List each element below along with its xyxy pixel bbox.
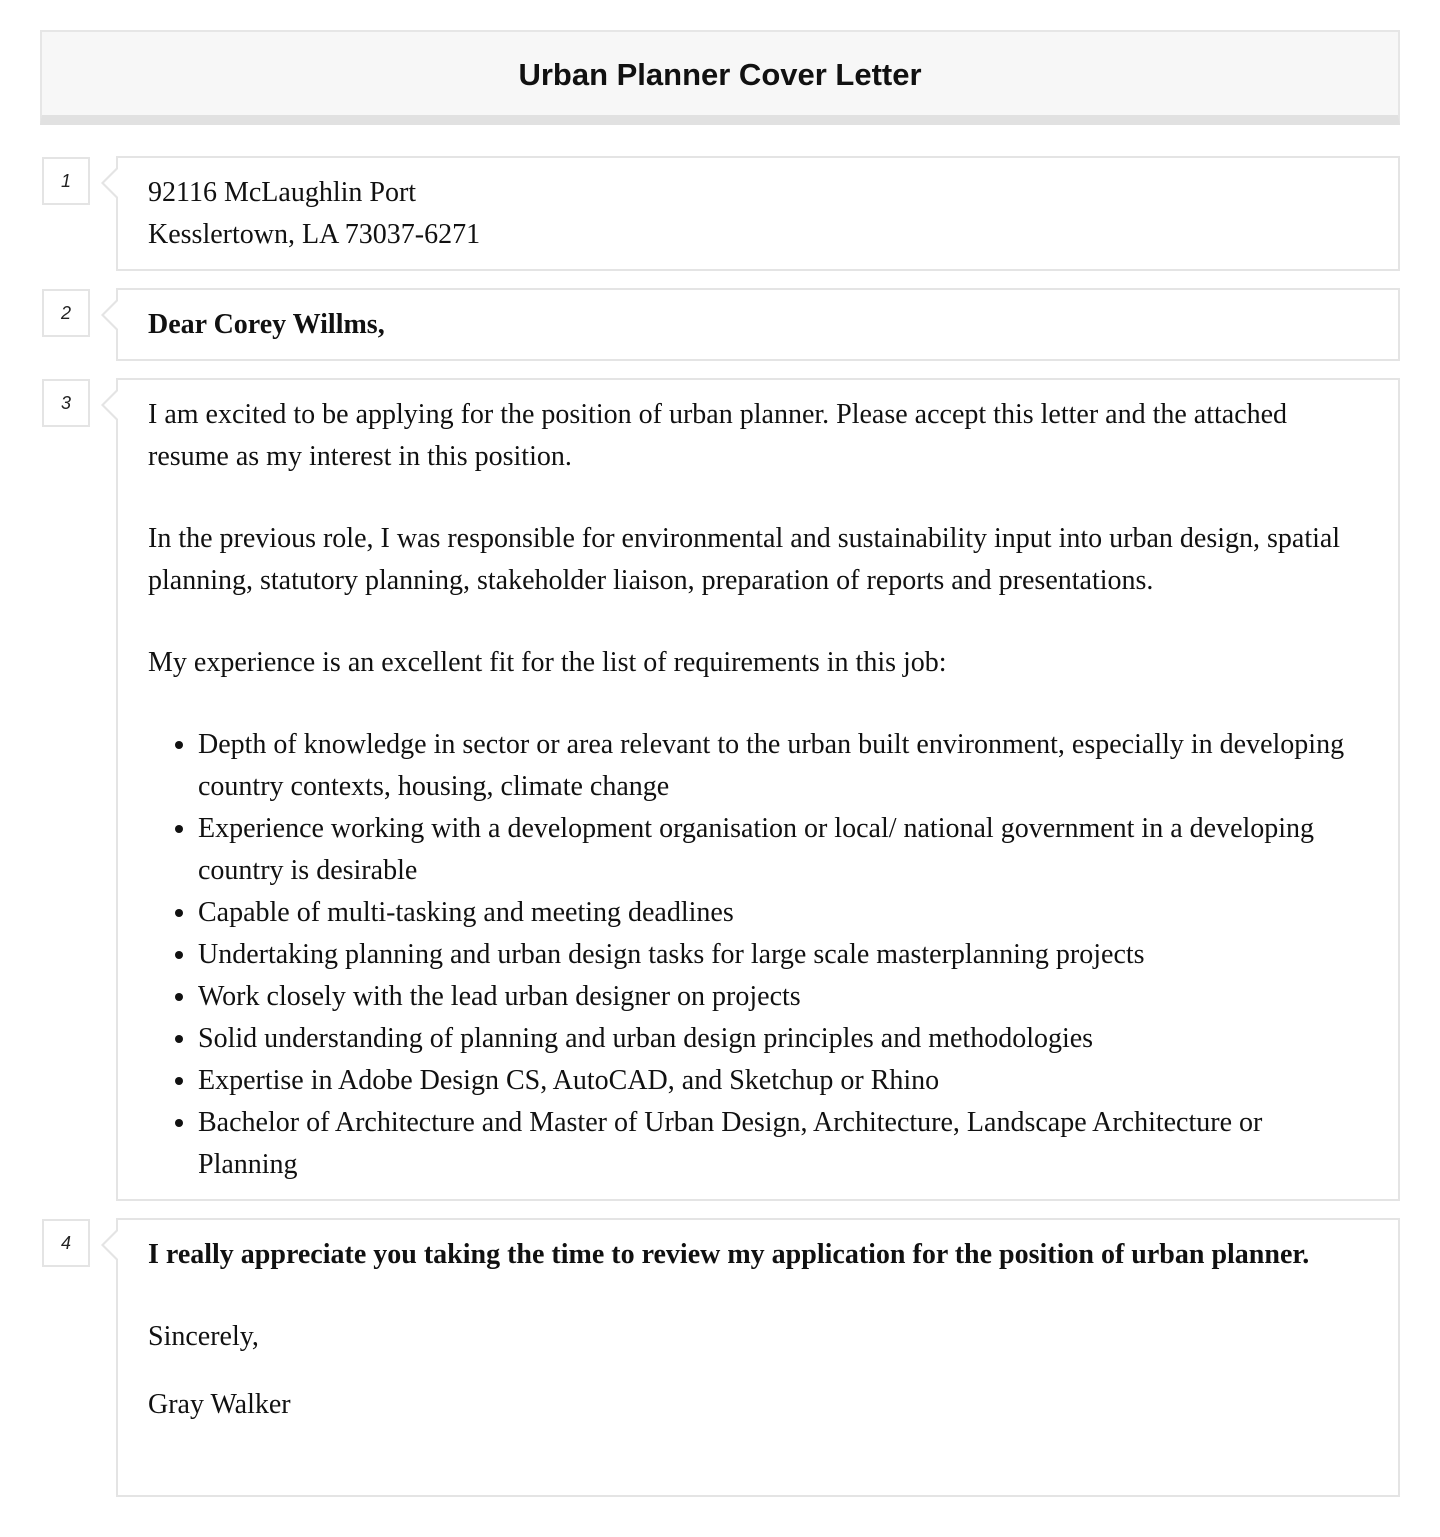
list-item: • Capable of multi-tasking and meeting deadlines	[198, 892, 1368, 934]
list-item: • Depth of knowledge in sector or area relevant to the urban built environment, especially in developing country contexts, housing, climate change	[198, 724, 1368, 808]
closing-card	[116, 1218, 1400, 1497]
section-number: 2	[42, 289, 90, 337]
section-number: 3	[42, 379, 90, 427]
section-number: 4	[42, 1219, 90, 1267]
signoff: Sincerely,	[148, 1321, 259, 1352]
list-item: • Experience working with a development organisation or local/ national government in a developing country is desirable	[198, 808, 1368, 892]
salutation: Dear Corey Willms,	[148, 309, 385, 340]
closing-paragraph: I really appreciate you taking the time to review my application for the position of urban planner.	[148, 1239, 1310, 1270]
list-item: • Bachelor of Architecture and Master of Urban Design, Architecture, Landscape Architecture or Planning	[198, 1102, 1368, 1186]
previous-role-paragraph: In the previous role, I was responsible for environmental and sustainability input into urban design, spatial planning, statutory planning, stakeholder liaison, preparation of reports and presentations.	[148, 523, 1341, 596]
page-title: Urban Planner Cover Letter	[518, 56, 922, 92]
intro-paragraph: I am excited to be applying for the position of urban planner. Please accept this letter and the attached resume as my interest in this position.	[148, 399, 1288, 472]
page-header	[40, 30, 1400, 125]
list-item: • Work closely with the lead urban designer on projects	[198, 976, 1368, 1018]
list-item: • Undertaking planning and urban design tasks for large scale masterplanning projects	[198, 934, 1368, 976]
address-line-1: 92116 McLaughlin Port	[148, 177, 417, 208]
section-number: 1	[42, 157, 90, 205]
requirements-list	[148, 724, 1368, 1186]
requirements-intro: My experience is an excellent fit for the list of requirements in this job:	[148, 647, 947, 678]
address-card	[116, 156, 1400, 271]
list-item: • Expertise in Adobe Design CS, AutoCAD, and Sketchup or Rhino	[198, 1060, 1368, 1102]
body-card	[116, 378, 1400, 1201]
address-line-2: Kesslertown, LA 73037-6271	[148, 219, 481, 250]
signature: Gray Walker	[148, 1389, 291, 1420]
list-item: • Solid understanding of planning and urban design principles and methodologies	[198, 1018, 1368, 1060]
salutation-card	[116, 288, 1400, 361]
